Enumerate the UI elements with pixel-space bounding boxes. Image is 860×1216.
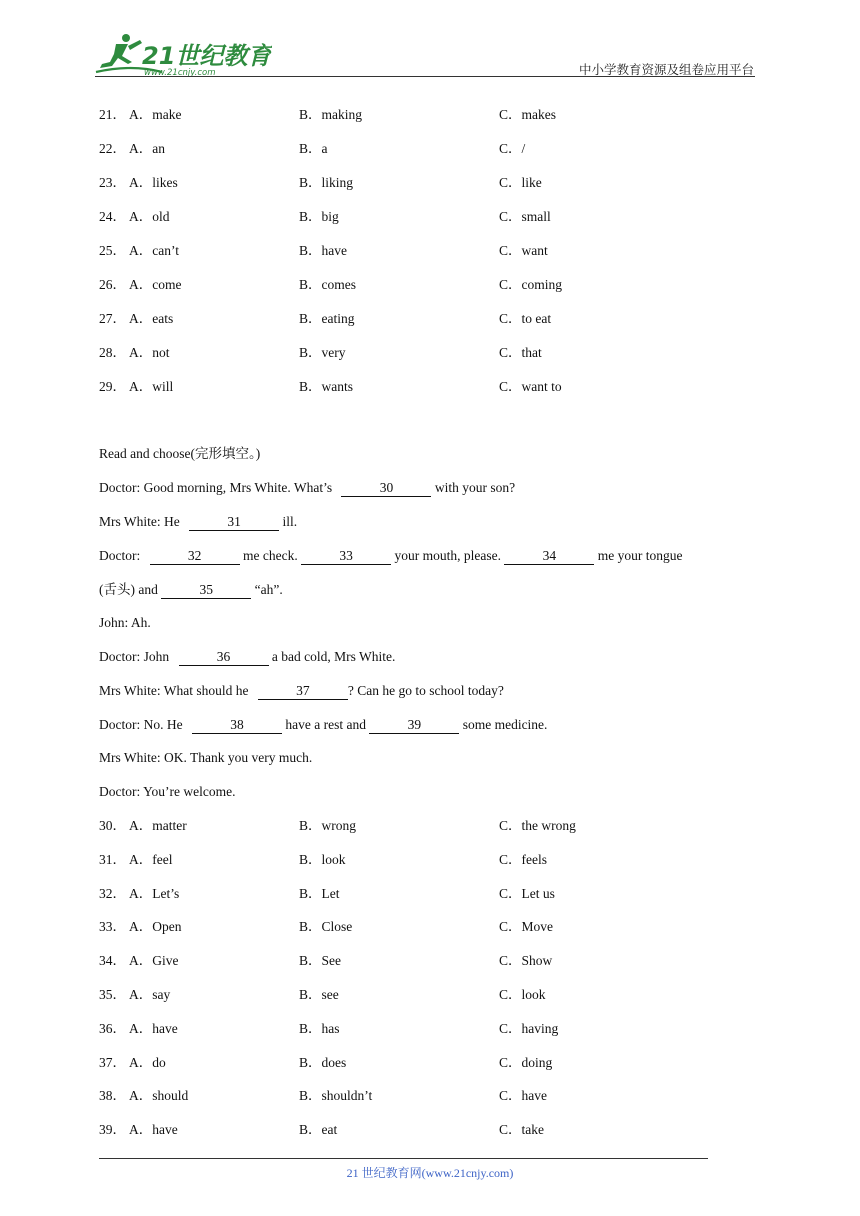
answer-blank: 30 [341, 480, 431, 497]
dialogue-line: Mrs White: OK. Thank you very much. [99, 750, 313, 765]
answer-blank: 32 [150, 548, 240, 565]
answer-blank: 35 [161, 582, 251, 599]
dialogue-line: Doctor: Good morning, Mrs White. What’s 30 with your son? [99, 480, 516, 495]
dialogue-line: (舌头) and 35 “ah”. [99, 582, 283, 597]
answer-blank: 37 [258, 683, 348, 700]
footer-link[interactable]: 21 世纪教育网(www.21cnjy.com) [346, 1166, 514, 1180]
dialogue-line: Mrs White: What should he 37 ? Can he go to school today? [99, 683, 504, 698]
dialogue-line: Doctor: No. He 38 have a rest and 39 some medicine. [99, 717, 548, 732]
dialogue-line: John: Ah. [99, 615, 151, 630]
dialogue-line: Doctor: You’re welcome. [99, 784, 236, 799]
answer-blank: 38 [192, 717, 282, 734]
page-header [0, 0, 860, 82]
answer-blank: 36 [179, 649, 269, 666]
site-logo [92, 32, 272, 78]
answer-blank: 33 [301, 548, 391, 565]
dialogue-line: Doctor: 32 me check. 33 your mouth, please. 34 me your tongue [99, 548, 683, 563]
answer-blank: 39 [369, 717, 459, 734]
section-title: Read and choose(完形填空。) [99, 446, 261, 461]
dialogue-line: Mrs White: He 31 ill. [99, 514, 298, 529]
answer-blank: 31 [189, 514, 279, 531]
logo-text: 21世纪教育 [142, 42, 272, 70]
answer-blank: 34 [504, 548, 594, 565]
header-rule [95, 76, 755, 77]
logo-url: www.21cnjy.com [144, 68, 216, 78]
site-name: 中小学教育资源及组卷应用平台 [578, 63, 754, 77]
dialogue-line: Doctor: John 36 a bad cold, Mrs White. [99, 649, 396, 664]
footer-rule [99, 1158, 708, 1159]
